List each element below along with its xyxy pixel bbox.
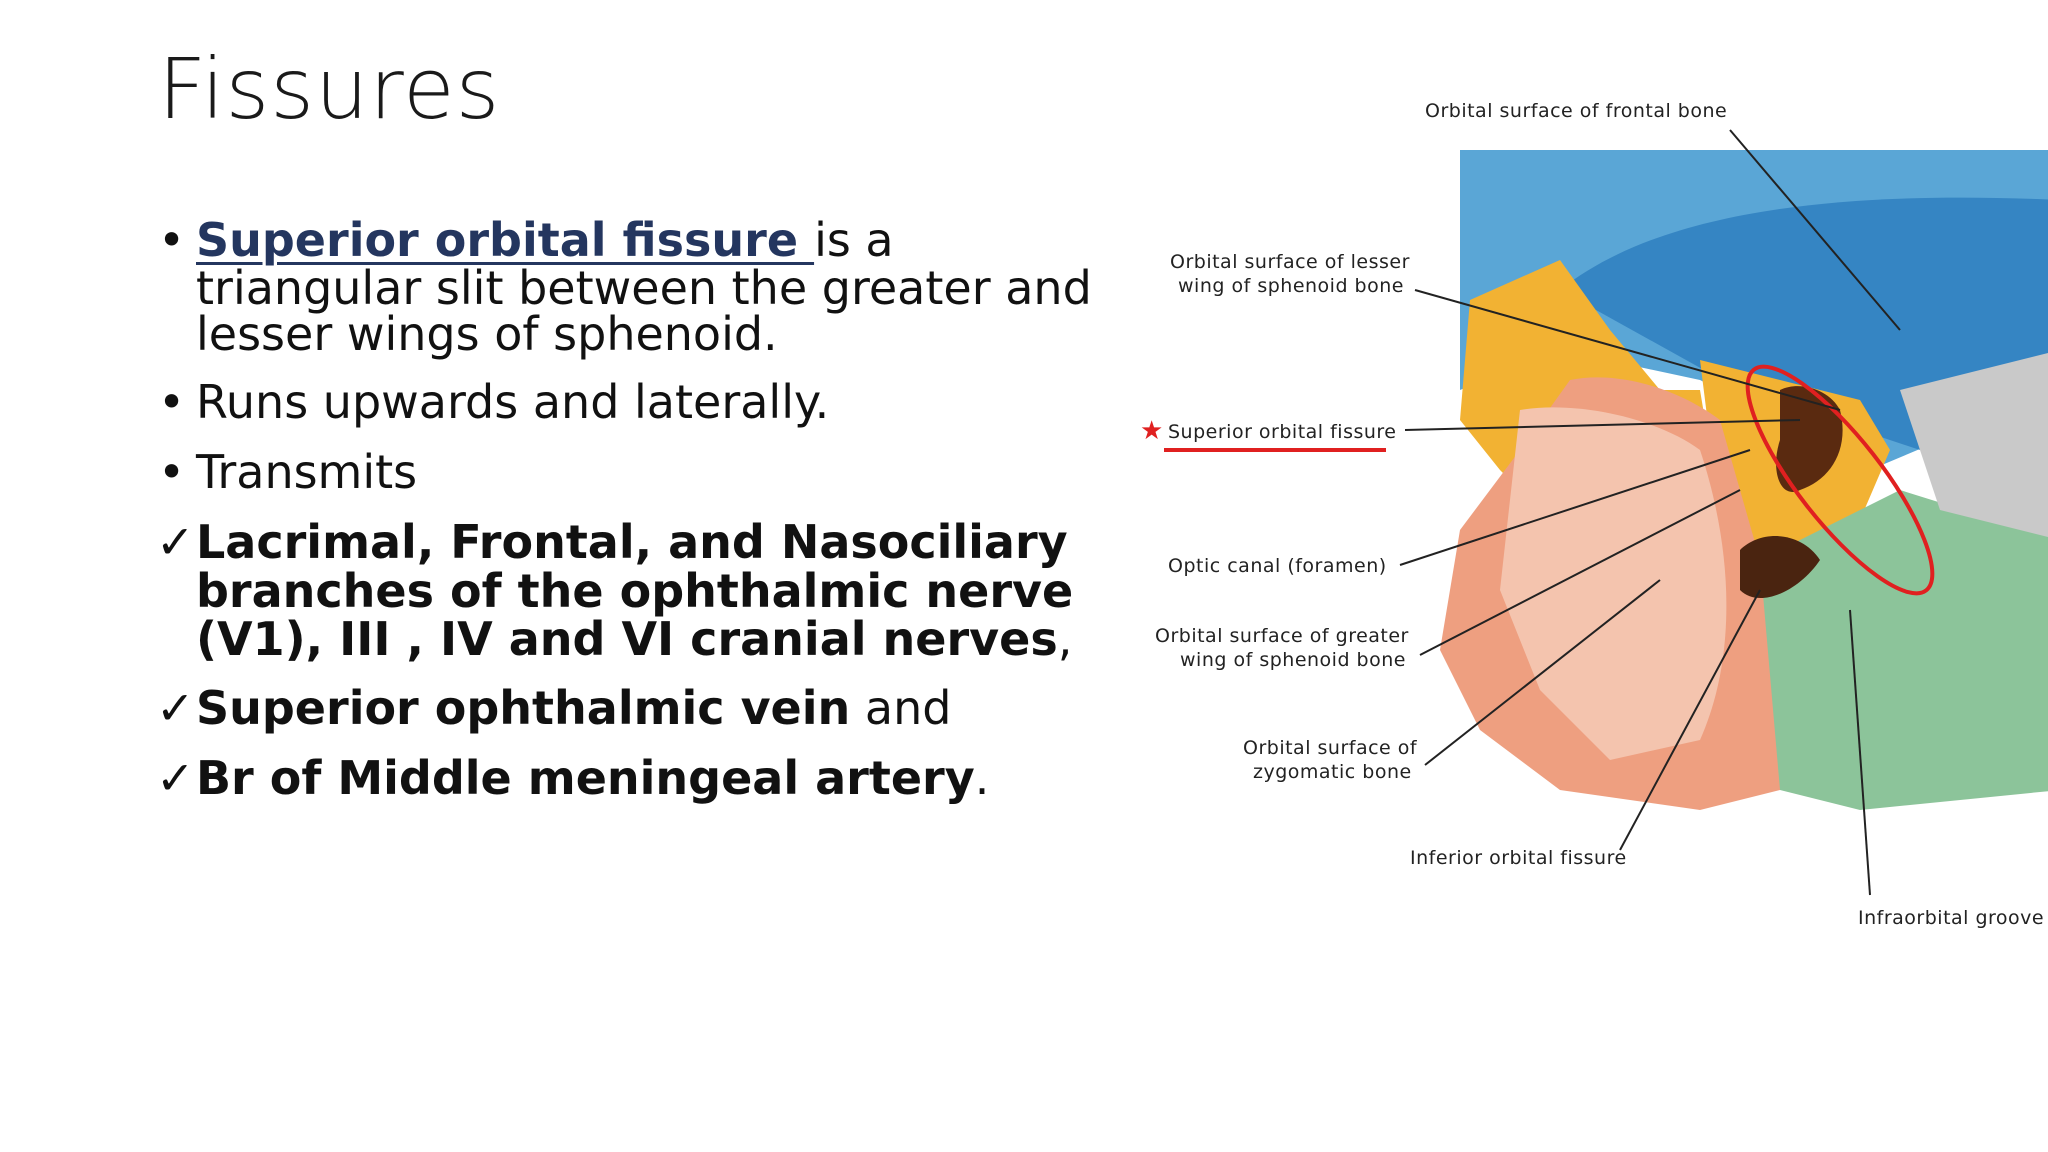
superior-orbital-fissure-link[interactable]: Superior orbital fissure xyxy=(196,213,815,267)
label-greater-wing: Orbital surface of greater xyxy=(1155,625,1409,647)
bullet-item-sof xyxy=(158,213,1108,361)
label-zygomatic-bone: Orbital surface of xyxy=(1243,737,1418,759)
label-zygomatic-bone: zygomatic bone xyxy=(1253,761,1412,783)
bullet-text: triangular slit between the greater and xyxy=(196,261,1092,315)
orbit-anatomy-figure xyxy=(1140,90,2048,950)
checkmark-icon: ✓ xyxy=(156,515,195,569)
bullet-text: is a xyxy=(814,213,894,267)
check-text-suffix: . xyxy=(974,751,990,805)
label-infraorbital-groove: Infraorbital groove xyxy=(1858,907,2045,929)
label-inferior-orbital-fissure: Inferior orbital fissure xyxy=(1410,847,1627,869)
label-lesser-wing: Orbital surface of lesser xyxy=(1170,251,1410,273)
check-text: branches of the ophthalmic nerve xyxy=(196,564,1074,618)
orbit-illustration xyxy=(1440,150,2048,810)
check-text-suffix: and xyxy=(850,681,952,735)
checkmark-icon: ✓ xyxy=(156,681,195,735)
bullet-item-transmits xyxy=(158,447,1108,497)
bullet-text: lesser wings of sphenoid. xyxy=(196,307,778,361)
bullet-list xyxy=(158,215,1108,823)
label-lesser-wing: wing of sphenoid bone xyxy=(1178,275,1404,297)
star-marker-icon: ★ xyxy=(1140,416,1164,446)
check-text: (V1), III , IV and VI cranial nerves xyxy=(196,612,1058,666)
label-greater-wing: wing of sphenoid bone xyxy=(1180,649,1406,671)
check-text: Lacrimal, Frontal, and Nasociliary xyxy=(196,515,1068,569)
check-text: Br of Middle meningeal artery xyxy=(196,751,975,805)
bullet-marker: • xyxy=(158,213,186,267)
bullet-item-runs xyxy=(158,377,1108,427)
check-item-vein xyxy=(158,683,1108,733)
check-text: Superior ophthalmic vein xyxy=(196,681,851,735)
checkmark-icon: ✓ xyxy=(156,751,195,805)
check-item-artery xyxy=(158,753,1108,803)
label-superior-orbital-fissure: Superior orbital fissure xyxy=(1168,421,1397,443)
bullet-marker: • xyxy=(158,445,186,499)
bullet-text: Runs upwards and laterally. xyxy=(196,375,830,429)
check-text-suffix: , xyxy=(1057,612,1073,666)
label-frontal-bone: Orbital surface of frontal bone xyxy=(1425,100,1728,122)
slide-title: Fissures xyxy=(158,40,501,138)
bullet-marker: • xyxy=(158,375,186,429)
bullet-text: Transmits xyxy=(196,445,418,499)
check-item-nerves xyxy=(156,515,1108,666)
label-optic-canal: Optic canal (foramen) xyxy=(1168,555,1387,577)
